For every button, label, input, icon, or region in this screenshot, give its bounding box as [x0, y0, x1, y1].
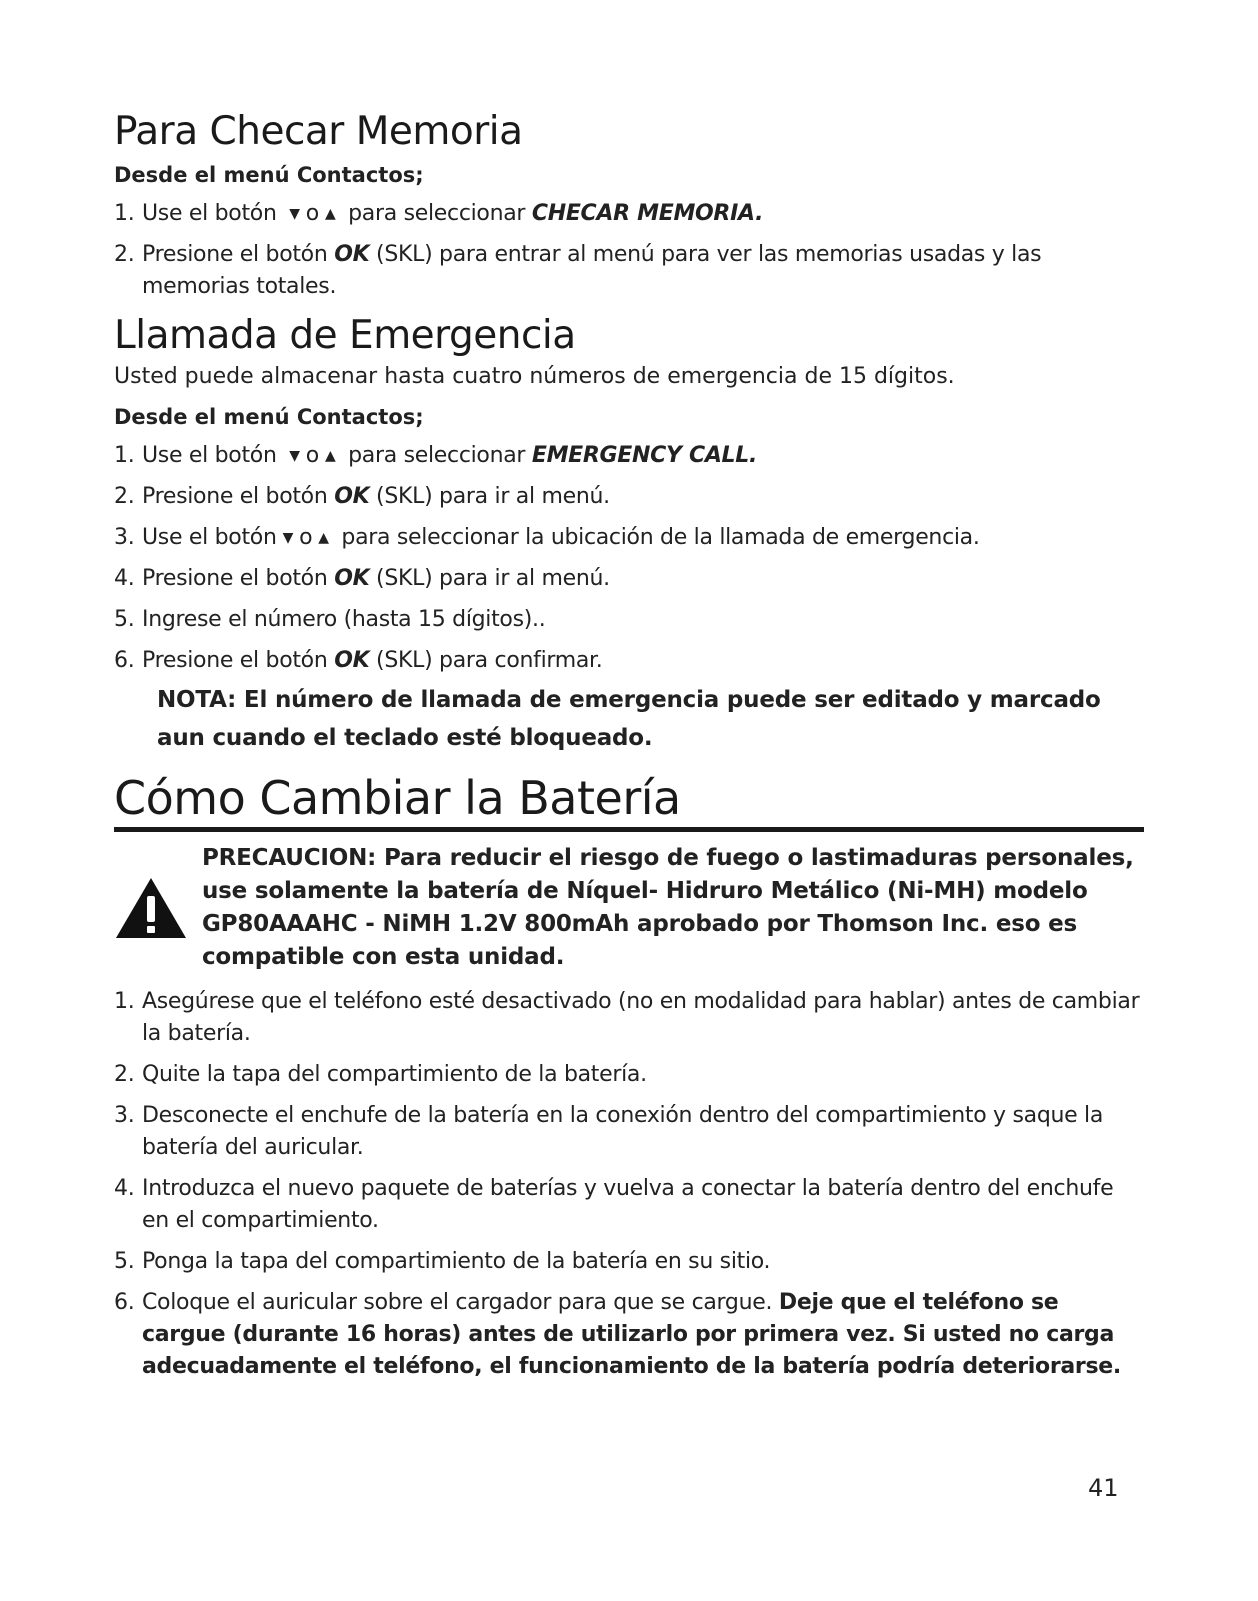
step-number: 6. [114, 1290, 135, 1315]
list-item [114, 563, 1144, 595]
list-item [114, 1059, 1144, 1091]
section-title-bateria: Cómo Cambiar la Batería [114, 771, 1144, 832]
key-label: OK [334, 242, 370, 267]
list-item [114, 986, 1144, 1050]
key-label: OK [334, 484, 370, 509]
up-arrow-icon: ▲ [318, 530, 329, 546]
step-text: para seleccionar [348, 201, 526, 226]
step-text: (SKL) para entrar al menú para ver las memorias usadas y las memorias totales. [142, 242, 1042, 299]
list-item [114, 1173, 1144, 1237]
step-text: Presione el botón [142, 566, 328, 591]
section-subtitle-memoria: Desde el menú Contactos; [114, 163, 424, 187]
list-item [114, 522, 1144, 554]
step-text: (SKL) para ir al menú. [376, 566, 610, 591]
list-item [114, 198, 1144, 230]
step-text: para seleccionar [348, 443, 526, 468]
step-text: Desconecte el enchufe de la batería en la conexión dentro del compartimiento y saque la batería del auricular. [142, 1103, 1104, 1160]
down-arrow-icon: ▼ [289, 448, 300, 464]
step-number: 4. [114, 566, 135, 591]
step-text: Use el botón [142, 201, 277, 226]
page-number: 41 [1088, 1474, 1119, 1502]
step-text: o [305, 443, 319, 468]
step-number: 4. [114, 1176, 135, 1201]
step-text: Ingrese el número (hasta 15 dígitos).. [142, 607, 546, 632]
step-text: Presione el botón [142, 242, 328, 267]
step-number: 3. [114, 525, 135, 550]
warning-triangle-icon [114, 876, 188, 940]
up-arrow-icon: ▲ [324, 448, 336, 464]
step-number: 5. [114, 1249, 135, 1274]
list-item [114, 440, 1144, 472]
list-item [114, 1100, 1144, 1164]
steps-memoria [114, 198, 1144, 303]
list-item [114, 481, 1144, 513]
list-item [114, 239, 1144, 303]
list-item [114, 604, 1144, 636]
down-arrow-icon: ▼ [289, 206, 300, 222]
step-number: 1. [114, 989, 135, 1014]
step-text: (SKL) para confirmar. [376, 648, 603, 673]
steps-emergencia [114, 440, 1144, 677]
caution-box [114, 842, 1144, 974]
list-item [114, 645, 1144, 677]
menu-target: CHECAR MEMORIA. [531, 201, 764, 226]
manual-page [114, 108, 1144, 1392]
step-text: Use el botón [142, 443, 277, 468]
emergency-note: NOTA: El número de llamada de emergencia puede ser editado y marcado aun cuando el teclado esté bloqueado. [157, 687, 1101, 751]
section-title-emergencia: Llamada de Emergencia [114, 313, 576, 358]
step-text: Quite la tapa del compartimiento de la batería. [142, 1062, 647, 1087]
list-item [114, 1287, 1144, 1383]
section-title-memoria: Para Checar Memoria [114, 109, 523, 154]
step-number: 2. [114, 484, 135, 509]
step-number: 1. [114, 201, 135, 226]
step-text: Presione el botón [142, 648, 328, 673]
step-number: 2. [114, 1062, 135, 1087]
key-label: OK [334, 648, 370, 673]
step-text: Ponga la tapa del compartimiento de la batería en su sitio. [142, 1249, 771, 1274]
key-label: OK [334, 566, 370, 591]
up-arrow-icon: ▲ [324, 206, 336, 222]
step-number: 5. [114, 607, 135, 632]
step-text: Coloque el auricular sobre el cargador para que se cargue. [142, 1290, 773, 1315]
step-text: o [305, 201, 319, 226]
step-text: Use el botón [142, 525, 277, 550]
step-number: 2. [114, 242, 135, 267]
section-subtitle-emergencia: Desde el menú Contactos; [114, 405, 424, 429]
section-intro-emergencia: Usted puede almacenar hasta cuatro números de emergencia de 15 dígitos. [114, 364, 955, 389]
step-number: 1. [114, 443, 135, 468]
steps-bateria [114, 986, 1144, 1383]
step-number: 6. [114, 648, 135, 673]
down-arrow-icon: ▼ [282, 530, 294, 546]
list-item [114, 1246, 1144, 1278]
step-text: Introduzca el nuevo paquete de baterías y vuelva a conectar la batería dentro del enchufe en el compartimiento. [142, 1176, 1114, 1233]
step-text: Asegúrese que el teléfono esté desactivado (no en modalidad para hablar) antes de cambiar la batería. [142, 989, 1140, 1046]
caution-text: PRECAUCION: Para reducir el riesgo de fuego o lastimaduras personales, use solamente la batería de Níquel- Hidruro Metálico (Ni-MH) modelo GP80AAAHC - NiMH 1.2V 800mAh aprobado por Thomson Inc. eso es compatible con esta unidad. [202, 845, 1134, 970]
step-text: para seleccionar la ubicación de la llamada de emergencia. [341, 525, 980, 550]
step-text: (SKL) para ir al menú. [376, 484, 610, 509]
step-number: 3. [114, 1103, 135, 1128]
step-text: o [299, 525, 313, 550]
menu-target: EMERGENCY CALL. [531, 443, 758, 468]
step-text: Presione el botón [142, 484, 328, 509]
step-warning-text: Deje que el teléfono se cargue (durante 16 horas) antes de utilizarlo por primera vez. Si usted no carga adecuadamente el teléfono, el funcionamiento de la batería podría deteriorarse. [142, 1290, 1121, 1379]
